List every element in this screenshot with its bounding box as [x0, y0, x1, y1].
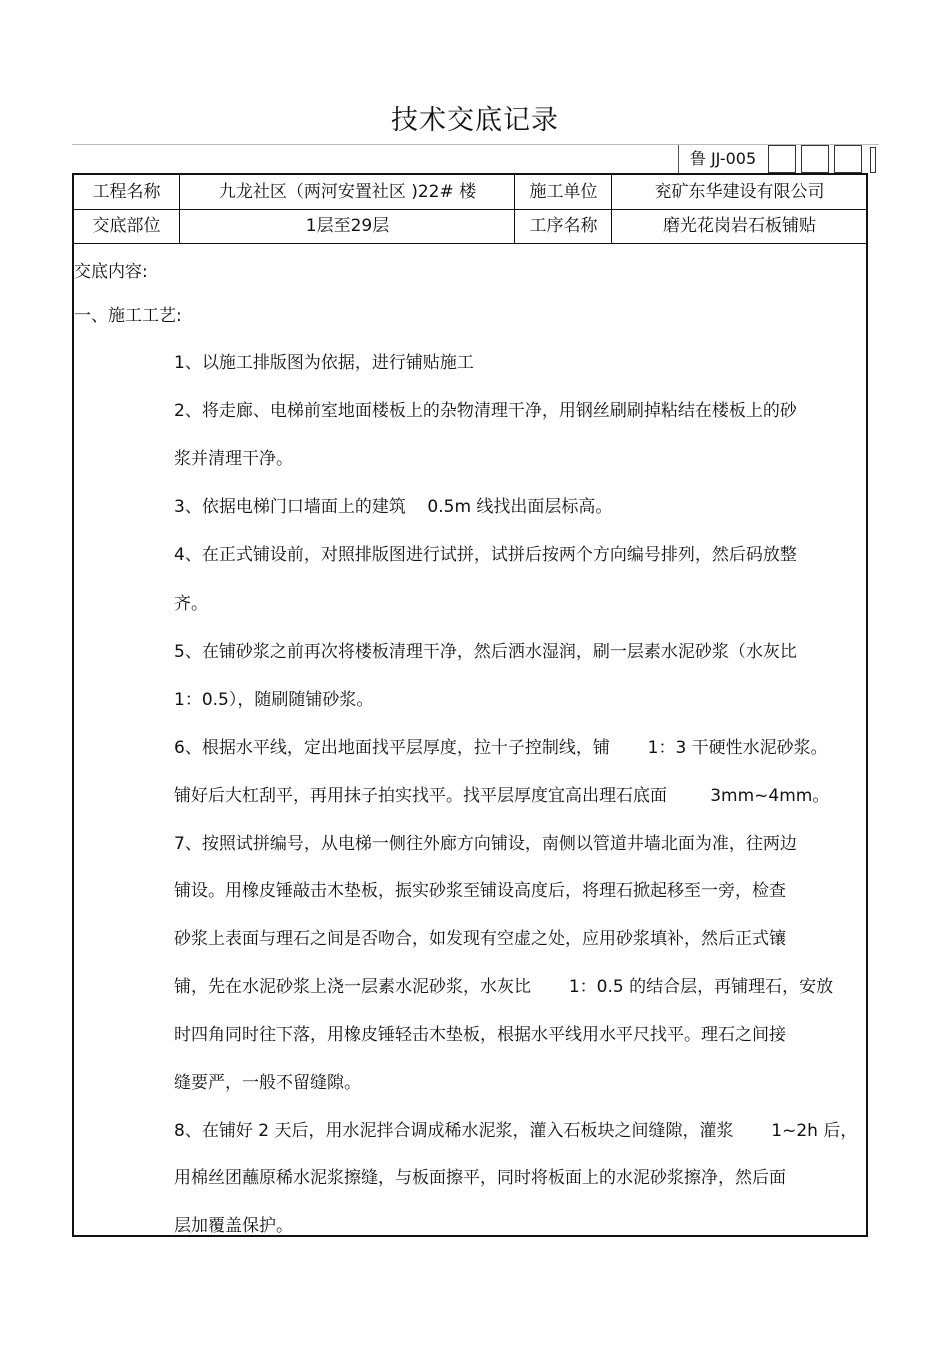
content-line: 铺好后大杠刮平，再用抹子拍实找平。找平层厚度宜高出理石底面 3mm~4mm。 — [174, 786, 830, 806]
form-code-edge-mark — [870, 147, 876, 173]
col-divider-3 — [611, 175, 612, 243]
content-line: 1：0.5），随刷随铺砂浆。 — [174, 690, 374, 710]
content-line: 2、将走廊、电梯前室地面楼板上的杂物清理干净，用钢丝刷刷掉粘结在楼板上的砂 — [174, 401, 797, 421]
content-line: 6、根据水平线，定出地面找平层厚度，拉十子控制线，铺 1：3 干硬性水泥砂浆。 — [174, 738, 828, 758]
content-line: 浆并清理干净。 — [174, 449, 293, 469]
project-name-label: 工程名称 — [92, 182, 161, 202]
form-code-box-3 — [834, 145, 862, 173]
form-code-box-2 — [801, 145, 829, 173]
contractor-value: 兖矿东华建设有限公司 — [654, 182, 825, 202]
form-code-row — [72, 144, 879, 173]
content-line: 时四角同时往下落，用橡皮锤轻击木垫板，根据水平线用水平尺找平。理石之间接 — [174, 1025, 786, 1045]
form-code-box-1 — [768, 145, 796, 173]
contractor-label: 施工单位 — [529, 182, 598, 202]
row-divider-2 — [74, 243, 866, 244]
content-line: 缝要严，一般不留缝隙。 — [174, 1073, 361, 1093]
location-value: 1层至29层 — [305, 216, 390, 236]
process-label: 工序名称 — [529, 216, 598, 236]
content-line: 用棉丝团蘸原稀水泥浆擦缝，与板面擦平，同时将板面上的水泥砂浆擦净，然后面 — [174, 1168, 786, 1188]
col-divider-1 — [179, 175, 180, 243]
document-title: 技术交底记录 — [391, 105, 559, 136]
content-line: 5、在铺砂浆之前再次将楼板清理干净，然后洒水湿润，刷一层素水泥砂浆（水灰比 — [174, 642, 797, 662]
col-divider-2 — [514, 175, 515, 243]
content-line: 层加覆盖保护。 — [174, 1216, 293, 1236]
content-line: 齐。 — [174, 594, 208, 614]
content-line: 8、在铺好 2 天后，用水泥拌合调成稀水泥浆，灌入石板块之间缝隙，灌浆 1~2h 后， — [174, 1121, 858, 1141]
form-code: 鲁 JJ-005 — [678, 145, 767, 173]
section-heading: 一、施工工艺: — [74, 306, 182, 326]
content-line: 4、在正式铺设前，对照排版图进行试拼，试拼后按两个方向编号排列，然后码放整 — [174, 545, 797, 565]
content-line: 1、以施工排版图为依据，进行铺贴施工 — [174, 353, 474, 373]
content-line: 砂浆上表面与理石之间是否吻合，如发现有空虚之处，应用砂浆填补，然后正式镶 — [174, 929, 786, 949]
project-name-value: 九龙社区（两河安置社区 )22# 楼 — [218, 182, 477, 202]
content-line: 铺设。用橡皮锤敲击木垫板，振实砂浆至铺设高度后，将理石掀起移至一旁，检查 — [174, 881, 786, 901]
content-line: 3、依据电梯门口墙面上的建筑 0.5m 线找出面层标高。 — [174, 497, 613, 517]
process-value: 磨光花岗岩石板铺贴 — [663, 216, 816, 236]
content-line: 7、按照试拼编号，从电梯一侧往外廊方向铺设，南侧以管道井墙北面为准，往两边 — [174, 834, 797, 854]
location-label: 交底部位 — [92, 216, 161, 236]
content-intro-label: 交底内容: — [74, 262, 148, 282]
content-line: 铺，先在水泥砂浆上浇一层素水泥砂浆，水灰比 1：0.5 的结合层，再铺理石，安放 — [174, 977, 834, 997]
